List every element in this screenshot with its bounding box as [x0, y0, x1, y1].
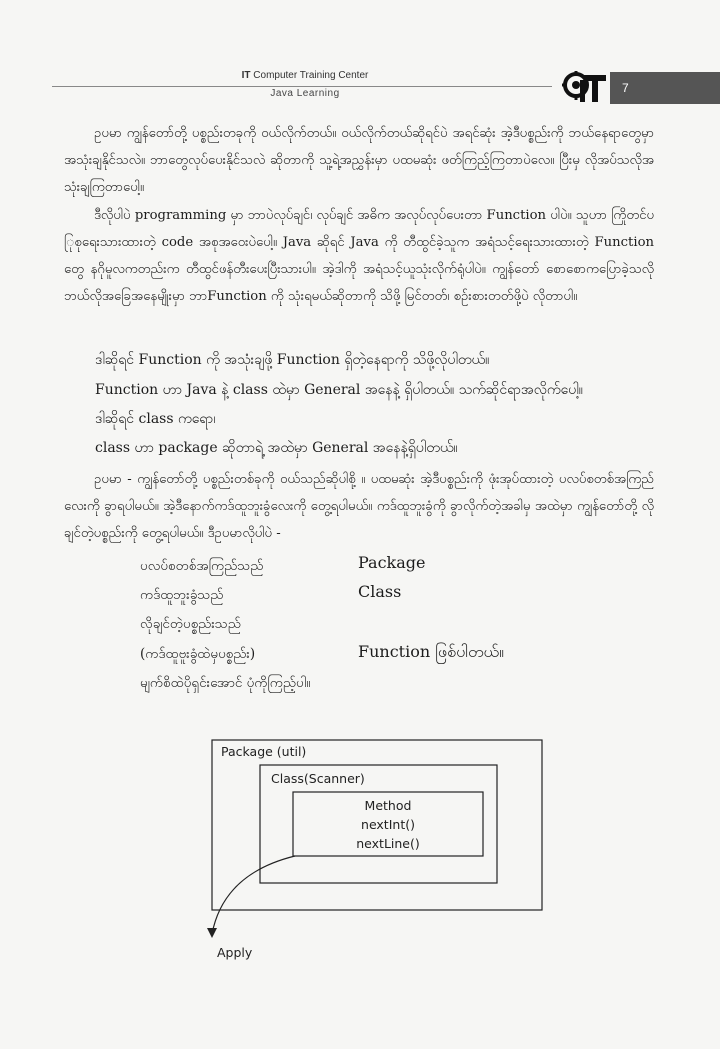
paragraph-1: ဥပမာ ကျွန်တော်တို့ ပစ္စည်းတခုကို ဝယ်လိုက်တယ်။ ဝယ်လိုက်တယ်ဆိုရင်ပဲ အရင်ဆုံး အဲ့ဒီပစ္စည်းကို ဘယ်နေရာတွေမှာ အသုံးချနိုင်သလဲ။ ဘာတွေလုပ်ပေးနိုင်သလဲ ဆိုတာကို သူ့ရဲ့အညွှန်းမှာ ပထမဆုံး ဖတ်ကြည့်ကြတာပဲလေ။ ပြီးမှ လိုအပ်သလိုအသုံးချကြတာပေါ့။	[64, 126, 654, 195]
text-line-1: ဒါဆိုရင် Function ကို အသုံးချဖို့ Function ရှိတဲ့နေရာကို သိဖို့လိုပါတယ်။	[95, 352, 490, 368]
mapping-left-2: ကဒ်ထူဘူးခွံသည်	[140, 587, 224, 603]
closing-line: မျက်စိထဲပိုရှင်းအောင် ပုံကိုကြည့်ပါ။	[140, 675, 311, 691]
mapping-right-4: Function ဖြစ်ပါတယ်။	[358, 642, 504, 661]
arrow-head-icon	[207, 928, 217, 938]
class-label: Class(Scanner)	[271, 771, 365, 786]
method-title: Method	[364, 798, 412, 813]
header-title-bold: IT	[241, 70, 251, 81]
header-divider	[52, 86, 552, 87]
example-paragraph: ဥပမာ - ကျွန်တော်တို့ ပစ္စည်းတစ်ခုကို ဝယ်သည်ဆိုပါစို့ ။ ပထမဆုံး အဲ့ဒီပစ္စည်းကို ဖုံးအုပ်ထားတဲ့ ပလပ်စတစ်အကြည်လေးကို ခွာရပါမယ်။ အဲ့ဒီနောက်ကဒ်ထူဘူးခွံလေးကို တွေ့ရပါမယ်။ ကဒ်ထူဘူးခွံကို ခွာလိုက်တဲ့အခါမှ အထဲမှာ ကျွန်တော်တို့ လိုချင်တဲ့ပစ္စည်းကို တွေ့ရပါမယ်။ ဒီဥပမာလိုပါပဲ -	[64, 472, 654, 541]
mapping-left-1: ပလပ်စတစ်အကြည်သည်	[140, 558, 264, 574]
text-line-4: class ဟာ package ဆိုတာရဲ့ အထဲမှာ General အနေနဲ့ရှိပါတယ်။	[95, 440, 458, 456]
method-next-line: nextLine()	[356, 836, 420, 851]
paragraph-2: ဒီလိုပါပဲ programming မှာ ဘာပဲလုပ်ချင်၊ လုပ်ချင် အဓိက အလုပ်လုပ်ပေးတာ Function ပါပဲ။ သူဟာ ကြိုတင်ပြုစုရေးသားထားတဲ့ code အစုအဝေးပဲပေါ့။ Java ဆိုရင် Java ကို တီထွင်ခဲ့သူက အရံသင့်ရေးသားထားတဲ့ Function တွေ နဂိုမူလကတည်းက တီထွင်ဖန်တီးပေးပြီးသားပါ။ အဲ့ဒါကို အရံသင့်ယူသုံးလိုက်ရုံပါပဲ။ ကျွန်တော် စောစောကပြောခဲ့သလို ဘယ်လိုအခြေအနေမျိုးမှာ ဘာFunction ကို သုံးရမယ်ဆိုတာကို သိဖို့ မြင်တတ်၊ စဉ်းစားတတ်ဖို့ပဲ လိုတာပါ။	[64, 208, 654, 304]
mapping-left-3: လိုချင်တဲ့ပစ္စည်းသည်	[140, 616, 241, 632]
package-class-method-diagram	[195, 732, 555, 972]
it-logo-icon	[562, 70, 608, 104]
method-next-int: nextInt()	[361, 817, 415, 832]
header-title-rest: Computer Training Center	[250, 70, 369, 81]
mapping-right-1: Package	[358, 553, 426, 572]
page-number-box	[610, 72, 720, 104]
apply-arrow-line	[212, 856, 295, 934]
mapping-right-2: Class	[358, 582, 402, 601]
header-subtitle: Java Learning	[270, 88, 340, 99]
header-title	[0, 70, 610, 81]
mapping-left-4: (ကဒ်ထူဗူးခွံထဲမှပစ္စည်း)	[140, 646, 256, 662]
text-line-3: ဒါဆိုရင် class ကရော၊	[95, 411, 216, 427]
page-number: 7	[622, 81, 629, 95]
apply-label: Apply	[217, 945, 253, 960]
package-label: Package (util)	[221, 744, 307, 759]
text-line-2: Function ဟာ Java နဲ့ class ထဲမှာ General အနေနဲ့ ရှိပါတယ်။ သက်ဆိုင်ရာအလိုက်ပေါ့။	[95, 382, 583, 398]
